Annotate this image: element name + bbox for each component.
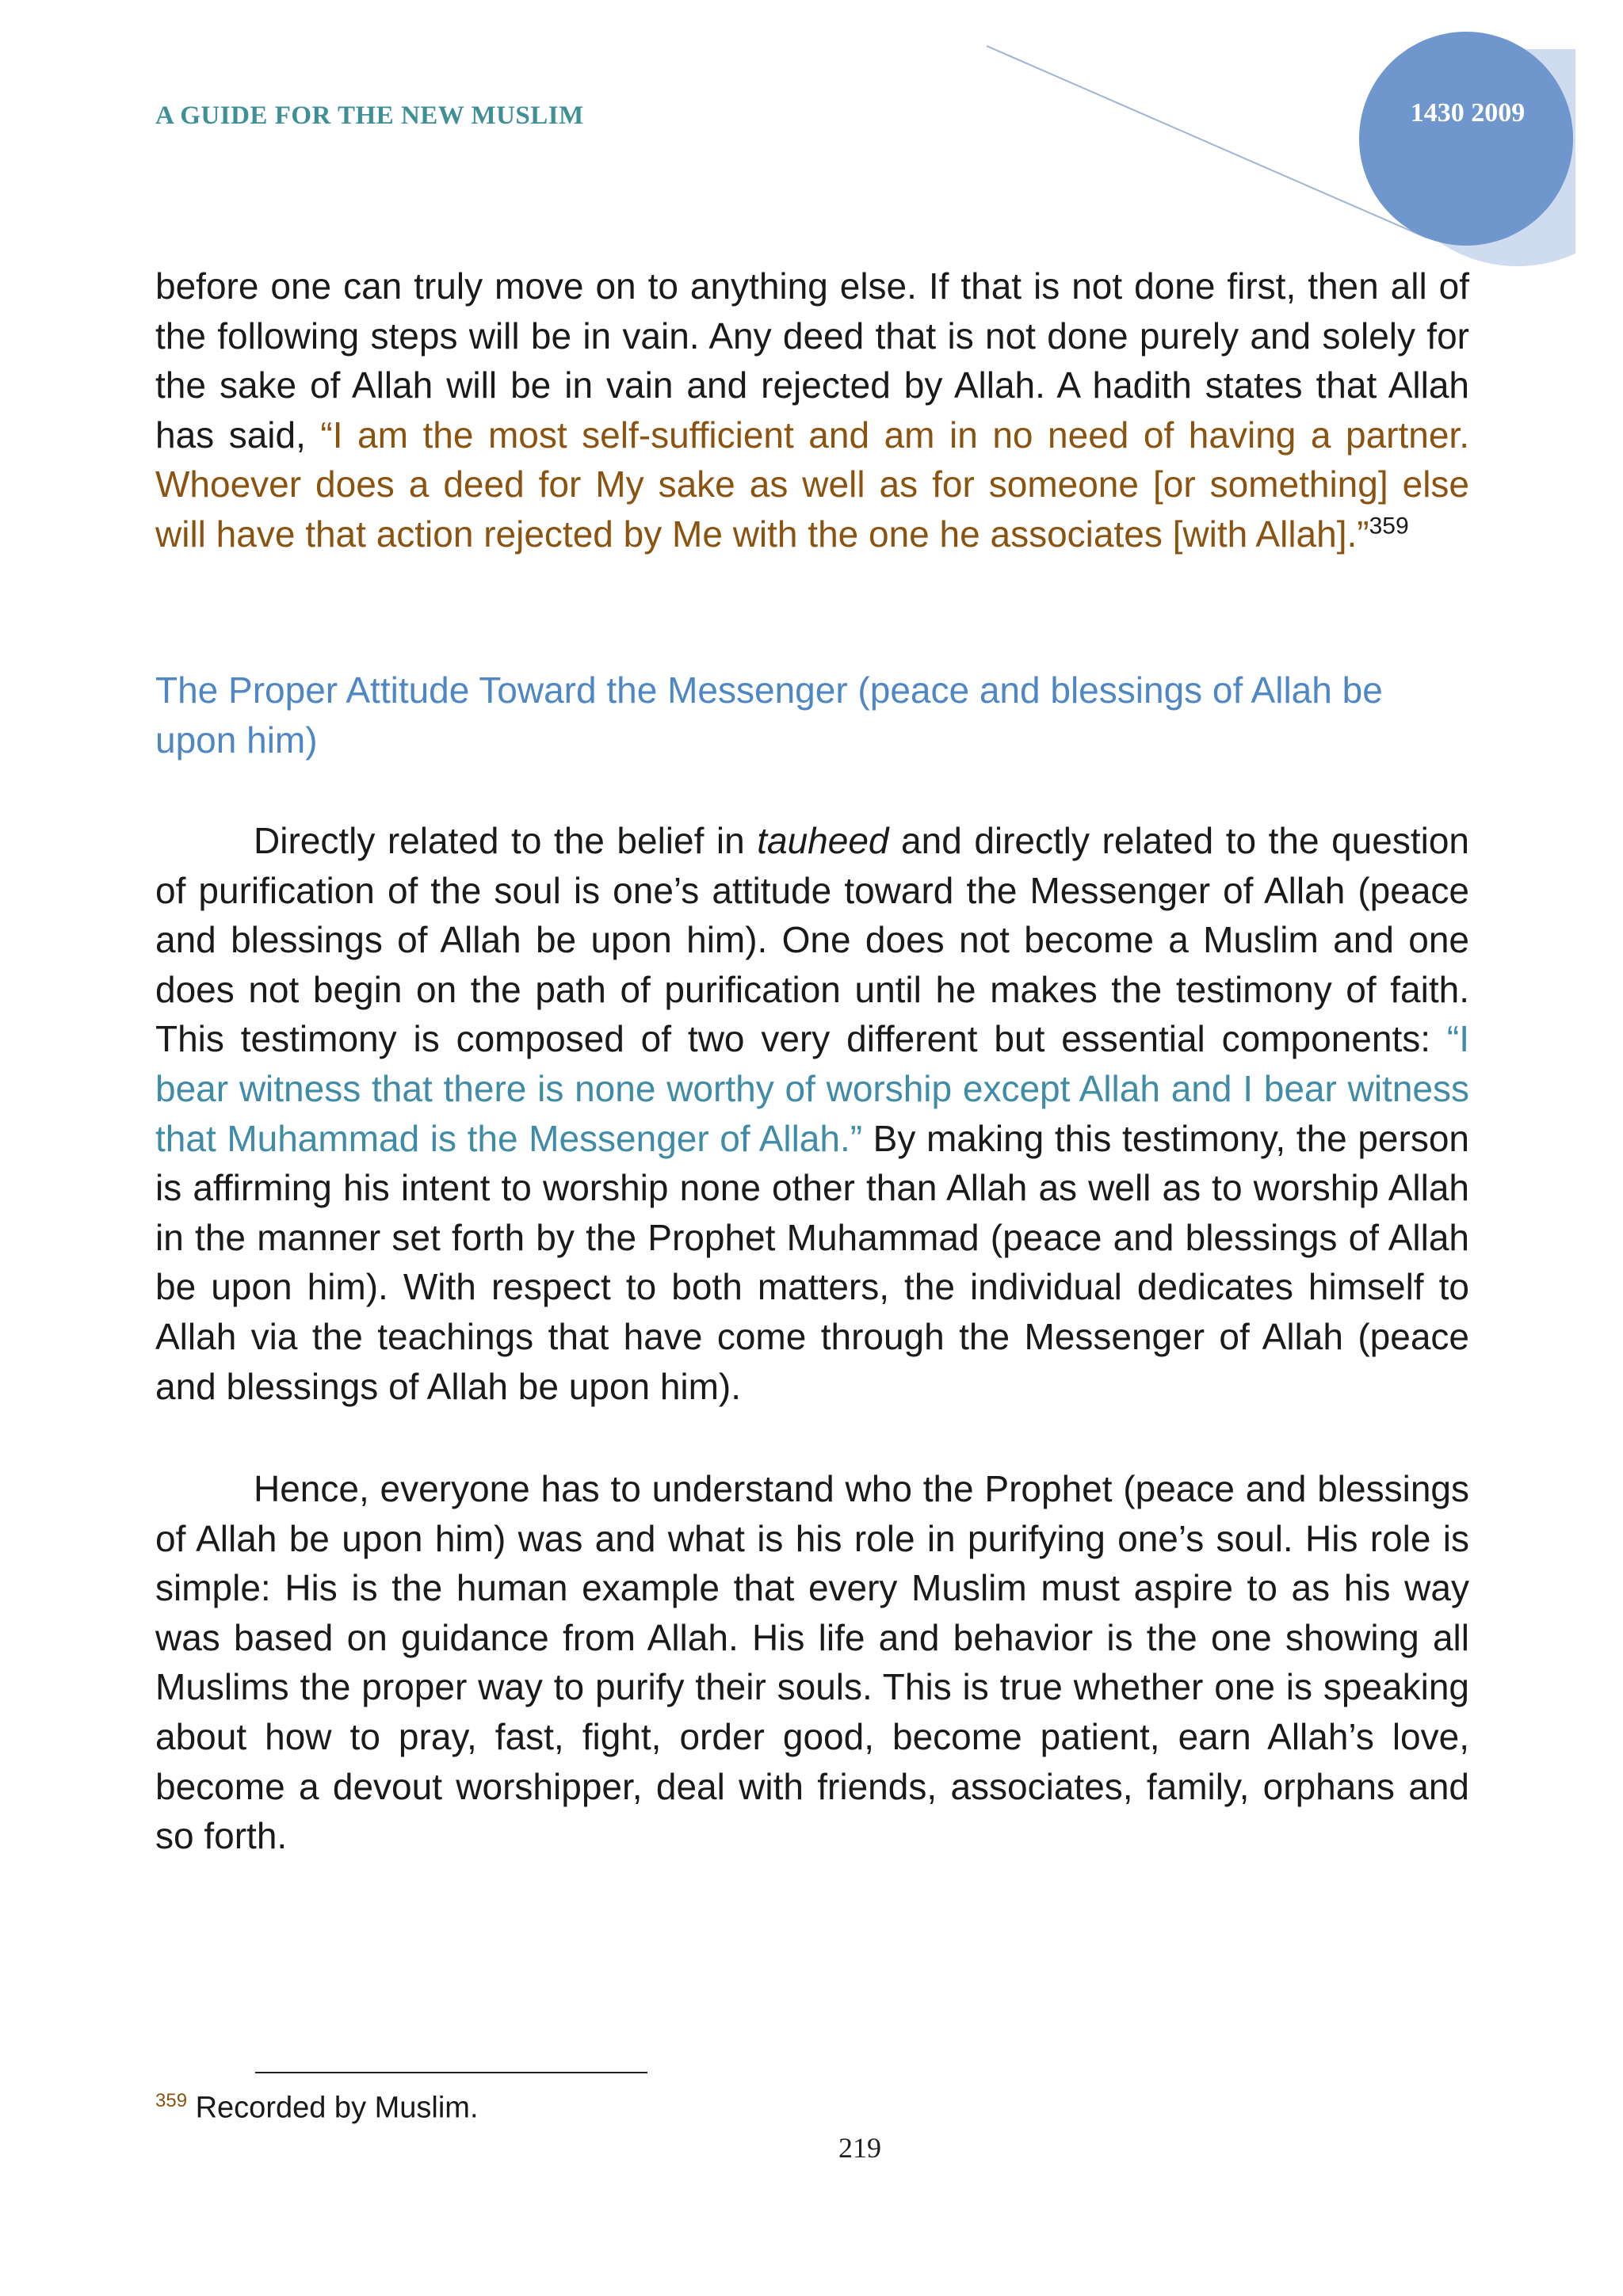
- footnote-number: 359: [155, 2090, 188, 2111]
- paragraph-3-text: Hence, everyone has to understand who the Prophet (peace and blessings of Allah be upon him) was and what is his role in purifying one’s soul. His role is simple: His is the human example that every Muslim must aspire to as his way was based on guidance from Allah. His life and behavior is the one showing all Muslims the proper way to purify their souls. This is true whether one is speaking about how to pray, fast, fight, order good, become patient, earn Allah’s love, become a devout worshipper, deal with friends, associates, family, orphans and so forth.: [155, 1468, 1469, 1857]
- year-circle: [1359, 32, 1573, 246]
- section-heading: The Proper Attitude Toward the Messenger (peace and blessings of Allah be upon him): [155, 669, 1383, 761]
- page-number: 219: [838, 2132, 881, 2164]
- running-header-title: A GUIDE FOR THE NEW MUSLIM: [155, 101, 584, 130]
- footnote-separator: [255, 2072, 647, 2073]
- running-header-year: 1430 2009: [1410, 98, 1526, 128]
- footnote-text: Recorded by Muslim.: [195, 2091, 479, 2125]
- paragraph-1-text: before one can truly move on to anything else. If that is not done first, then all of the following steps will be in vain. Any deed that is not done purely and solely for the sake of Allah will be in vain and rejected by Allah. A hadith states that Allah has said,: [155, 265, 1469, 456]
- footnote-reference: 359: [1369, 513, 1409, 540]
- paragraph-2: [155, 816, 1469, 1411]
- paragraph-2-text-2: and directly related to the question of purification of the soul is one’s attitude toward the Messenger of Allah (peace and blessings of Allah be upon him). One does not become a Muslim and one does not begin on the path of purification until he makes the testimony of faith. This testimony is composed of two very different but essential components:: [155, 820, 1469, 1060]
- paragraph-3: [155, 1464, 1469, 1861]
- paragraph-1: [155, 261, 1469, 559]
- testimony-quote: “I bear witness that there is none worthy of worship except Allah and I bear witness that Muhammad is the Messenger of Allah.”: [155, 1018, 1469, 1159]
- paragraph-2-text-1: Directly related to the belief in: [254, 820, 758, 861]
- hadith-quote: “I am the most self-sufficient and am in no need of having a partner. Whoever does a deed for My sake as well as for someone [or something] else will have that action rejected by Me with the one he associates [with Allah].”: [155, 414, 1469, 555]
- footnote: [155, 2090, 479, 2126]
- header-decoration: [0, 0, 1623, 269]
- paragraph-2-italic: tauheed: [757, 820, 889, 861]
- paragraph-2-text-3: By making this testimony, the person is affirming his intent to worship none other than Allah as well as to worship Allah in the manner set forth by the Prophet Muhammad (peace and blessings of Allah be upon him). With respect to both matters, the individual dedicates himself to Allah via the teachings that have come through the Messenger of Allah (peace and blessings of Allah be upon him).: [155, 1117, 1469, 1407]
